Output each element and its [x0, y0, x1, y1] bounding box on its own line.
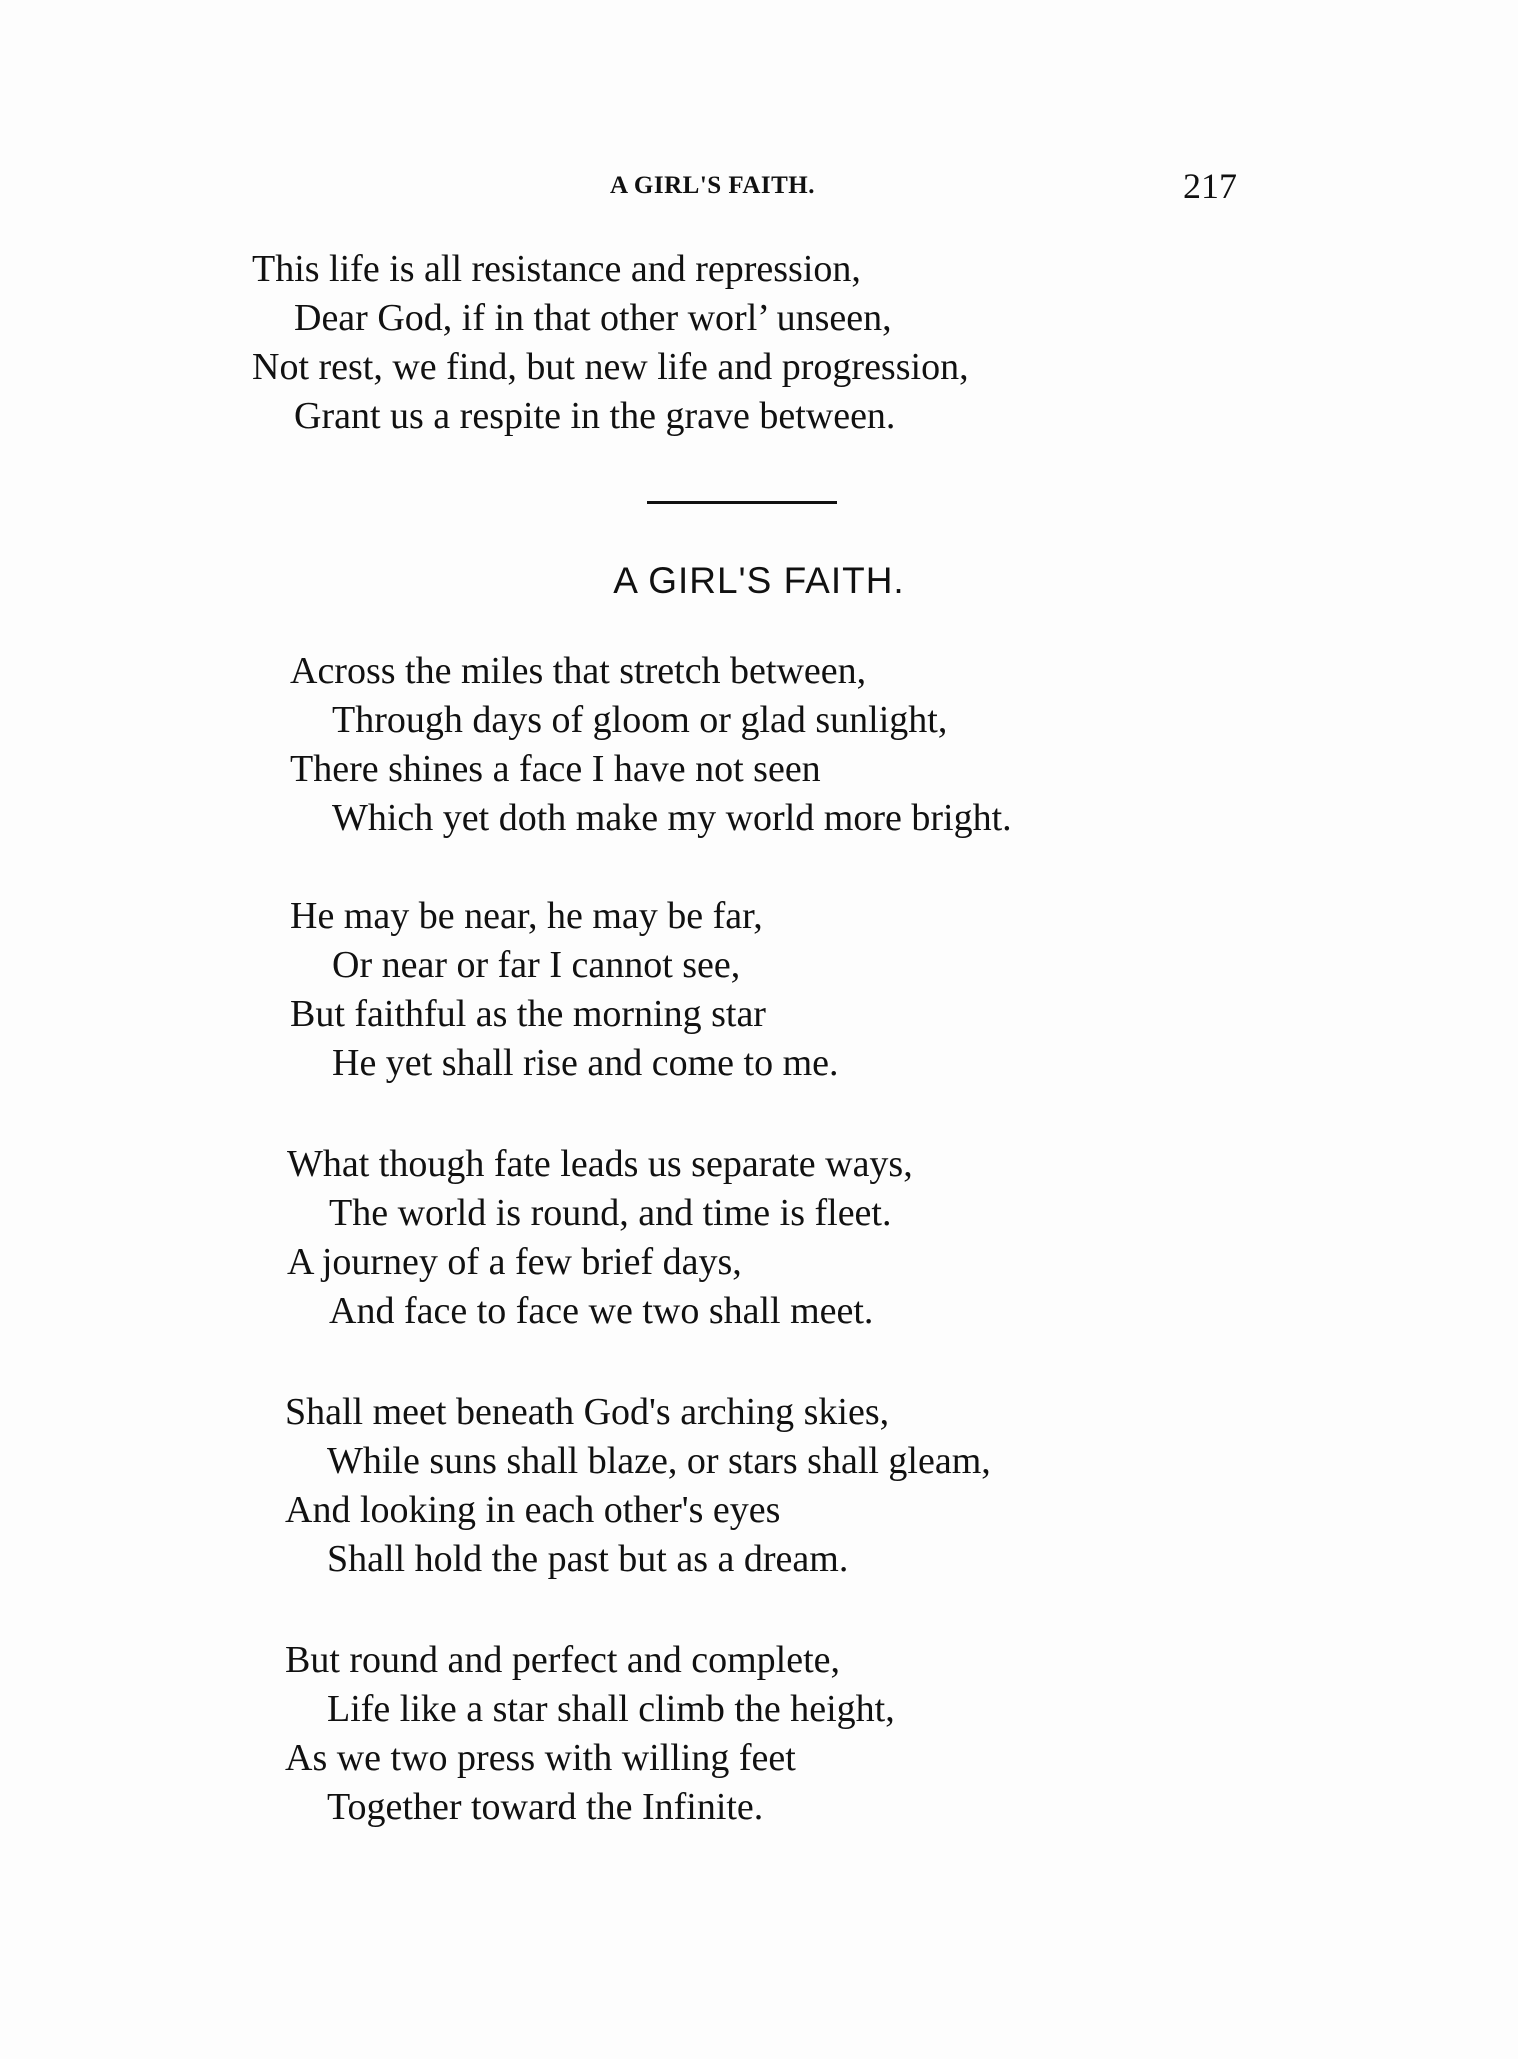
- poem-line: Shall hold the past but as a dream.: [327, 1538, 849, 1580]
- running-head: A GIRL'S FAITH.: [610, 172, 815, 199]
- stanza-1: [290, 647, 1012, 843]
- page-number: 217: [1183, 166, 1237, 206]
- poem-line: And face to face we two shall meet.: [329, 1290, 874, 1332]
- poem-line: Not rest, we find, but new life and progression,: [252, 346, 969, 388]
- poem-line: Through days of gloom or glad sunlight,: [332, 699, 948, 741]
- poem-line: Across the miles that stretch between,: [290, 650, 867, 692]
- poem-title: A GIRL'S FAITH.: [613, 560, 905, 601]
- stanza-4: [285, 1388, 991, 1584]
- section-divider: [647, 501, 837, 504]
- poem-line: There shines a face I have not seen: [290, 748, 821, 790]
- poem-line: Dear God, if in that other worl’ unseen,: [294, 297, 892, 339]
- poem-line: What though fate leads us separate ways,: [287, 1143, 913, 1185]
- poem-line: As we two press with willing feet: [285, 1737, 796, 1779]
- stanza-5: [285, 1636, 895, 1832]
- poem-line: And looking in each other's eyes: [285, 1489, 781, 1531]
- poem-line: But round and perfect and complete,: [285, 1639, 841, 1681]
- stanza-3: [287, 1140, 913, 1336]
- poem-line: While suns shall blaze, or stars shall gleam,: [327, 1440, 991, 1482]
- poem-line: Which yet doth make my world more bright.: [332, 797, 1012, 839]
- stanza-2: [290, 892, 839, 1088]
- poem-line: Life like a star shall climb the height,: [327, 1688, 895, 1730]
- poem-line: Together toward the Infinite.: [327, 1786, 764, 1828]
- poem-line: But faithful as the morning star: [290, 993, 766, 1035]
- poem-line: He yet shall rise and come to me.: [332, 1042, 839, 1084]
- poem-line: Grant us a respite in the grave between.: [294, 395, 896, 437]
- previous-poem-ending: [252, 245, 969, 441]
- poem-line: The world is round, and time is fleet.: [329, 1192, 892, 1234]
- poem-line: This life is all resistance and repression,: [252, 248, 861, 290]
- poem-line: He may be near, he may be far,: [290, 895, 763, 937]
- poem-line: Shall meet beneath God's arching skies,: [285, 1391, 890, 1433]
- poem-line: A journey of a few brief days,: [287, 1241, 742, 1283]
- poem-line: Or near or far I cannot see,: [332, 944, 741, 986]
